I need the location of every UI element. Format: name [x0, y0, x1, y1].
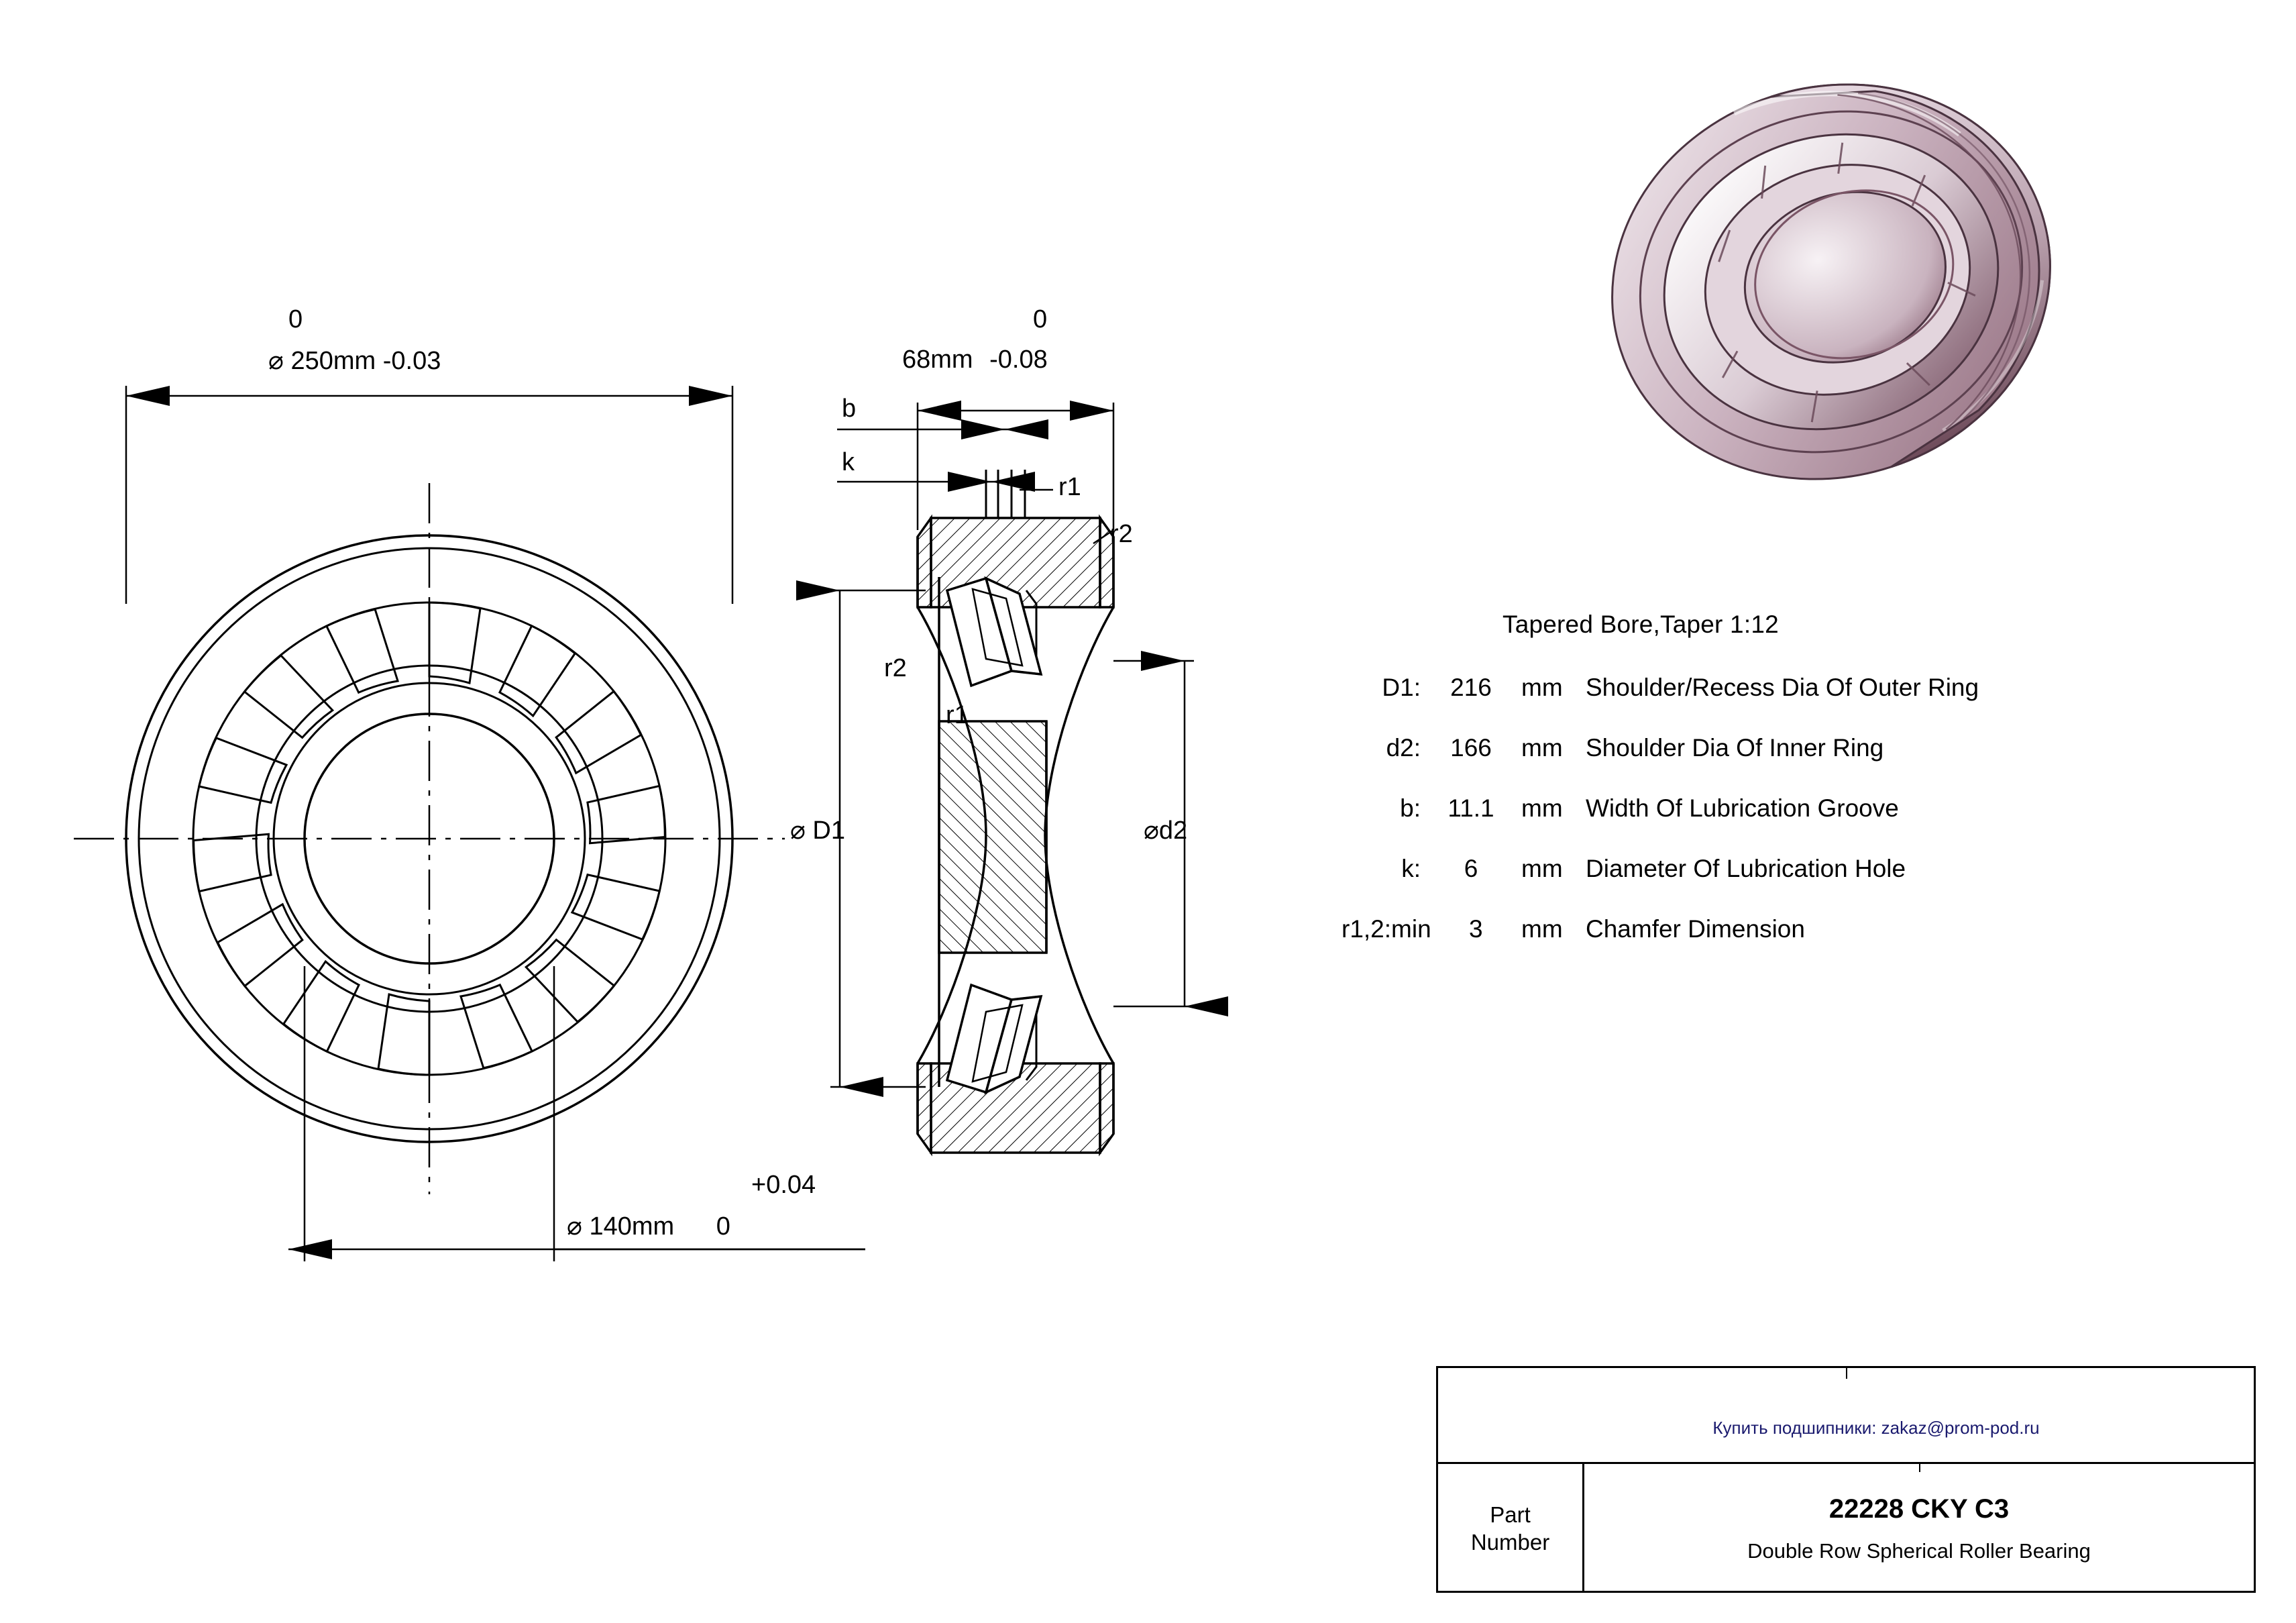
spec-description: Diameter Of Lubrication Hole: [1586, 855, 1906, 882]
width-tol-lower: -0.08: [989, 346, 1048, 374]
spec-symbol: k:: [1401, 855, 1421, 882]
outer-dia-value: 250mm: [290, 347, 376, 375]
part-number-label: [1438, 1464, 1584, 1593]
outer-dia-tol-lower: -0.03: [382, 347, 441, 375]
spec-symbol: d2:: [1386, 734, 1421, 762]
tick-mark: [1919, 1464, 1920, 1472]
specification-list: [1342, 611, 2213, 976]
part-number-value: 22228 CKY C3: [1828, 1494, 2010, 1524]
vendor-email-note: Купить подшипники: zakaz@prom-pod.ru: [1712, 1418, 2040, 1438]
width-value: 68mm: [902, 346, 973, 374]
spec-symbol: b:: [1400, 794, 1421, 822]
spec-value: 6: [1464, 855, 1478, 882]
bore-dia-tol-lower: 0: [716, 1212, 730, 1241]
spec-title: Tapered Bore,Taper 1:12: [1502, 611, 1779, 638]
label-d2: ⌀d2: [1144, 817, 1188, 845]
label-r2-top: r2: [1110, 520, 1133, 548]
spec-unit: mm: [1521, 855, 1563, 882]
spec-row-D1: [1342, 674, 2213, 702]
title-block: [1436, 1366, 2256, 1593]
label-b: b: [842, 395, 857, 423]
part-description: Double Row Spherical Roller Bearing: [1747, 1538, 2091, 1563]
spec-row-k: [1342, 855, 2213, 883]
spec-unit: mm: [1521, 674, 1563, 701]
spec-description: Chamfer Dimension: [1586, 915, 1805, 943]
label-r1-top: r1: [1058, 473, 1081, 501]
part-label-line1: Part: [1490, 1502, 1531, 1527]
label-D1: ⌀ D1: [790, 817, 846, 845]
spec-description: Shoulder Dia Of Inner Ring: [1586, 734, 1884, 762]
spec-row-d2: [1342, 734, 2213, 762]
outer-dia-tol-upper: 0: [288, 305, 303, 333]
label-r2-left: r2: [884, 654, 907, 682]
width-label: [902, 346, 1048, 374]
bore-dia-value: 140mm: [589, 1212, 675, 1241]
label-k: k: [842, 448, 855, 476]
spec-value: 3: [1469, 915, 1483, 943]
part-label-line2: Number: [1470, 1530, 1550, 1555]
outer-dia-label: [268, 346, 441, 376]
dia-symbol: ⌀: [268, 347, 284, 375]
spec-symbol: r1,2:min: [1342, 915, 1431, 943]
spec-value: 166: [1450, 734, 1492, 762]
spec-unit: mm: [1521, 734, 1563, 762]
spec-row-chamfer: [1342, 915, 2213, 943]
spec-unit: mm: [1521, 915, 1563, 943]
spec-value: 11.1: [1447, 794, 1494, 822]
width-tol-upper: 0: [1033, 305, 1048, 333]
title-block-note-row: [1438, 1368, 2254, 1464]
spec-description: Shoulder/Recess Dia Of Outer Ring: [1586, 674, 1979, 701]
part-number-cell: [1584, 1464, 2254, 1593]
label-r1-left: r1: [946, 701, 969, 729]
spec-row-b: [1342, 794, 2213, 823]
spec-value: 216: [1450, 674, 1492, 701]
title-block-part-row: [1438, 1464, 2254, 1593]
spec-symbol: D1:: [1382, 674, 1421, 701]
spec-description: Width Of Lubrication Groove: [1586, 794, 1899, 822]
spec-unit: mm: [1521, 794, 1563, 822]
bore-dia-tol-upper: +0.04: [751, 1171, 816, 1199]
bore-dia-label: [567, 1211, 730, 1241]
dia-symbol-bore: ⌀: [567, 1212, 582, 1241]
tick-mark: [1846, 1368, 1847, 1379]
